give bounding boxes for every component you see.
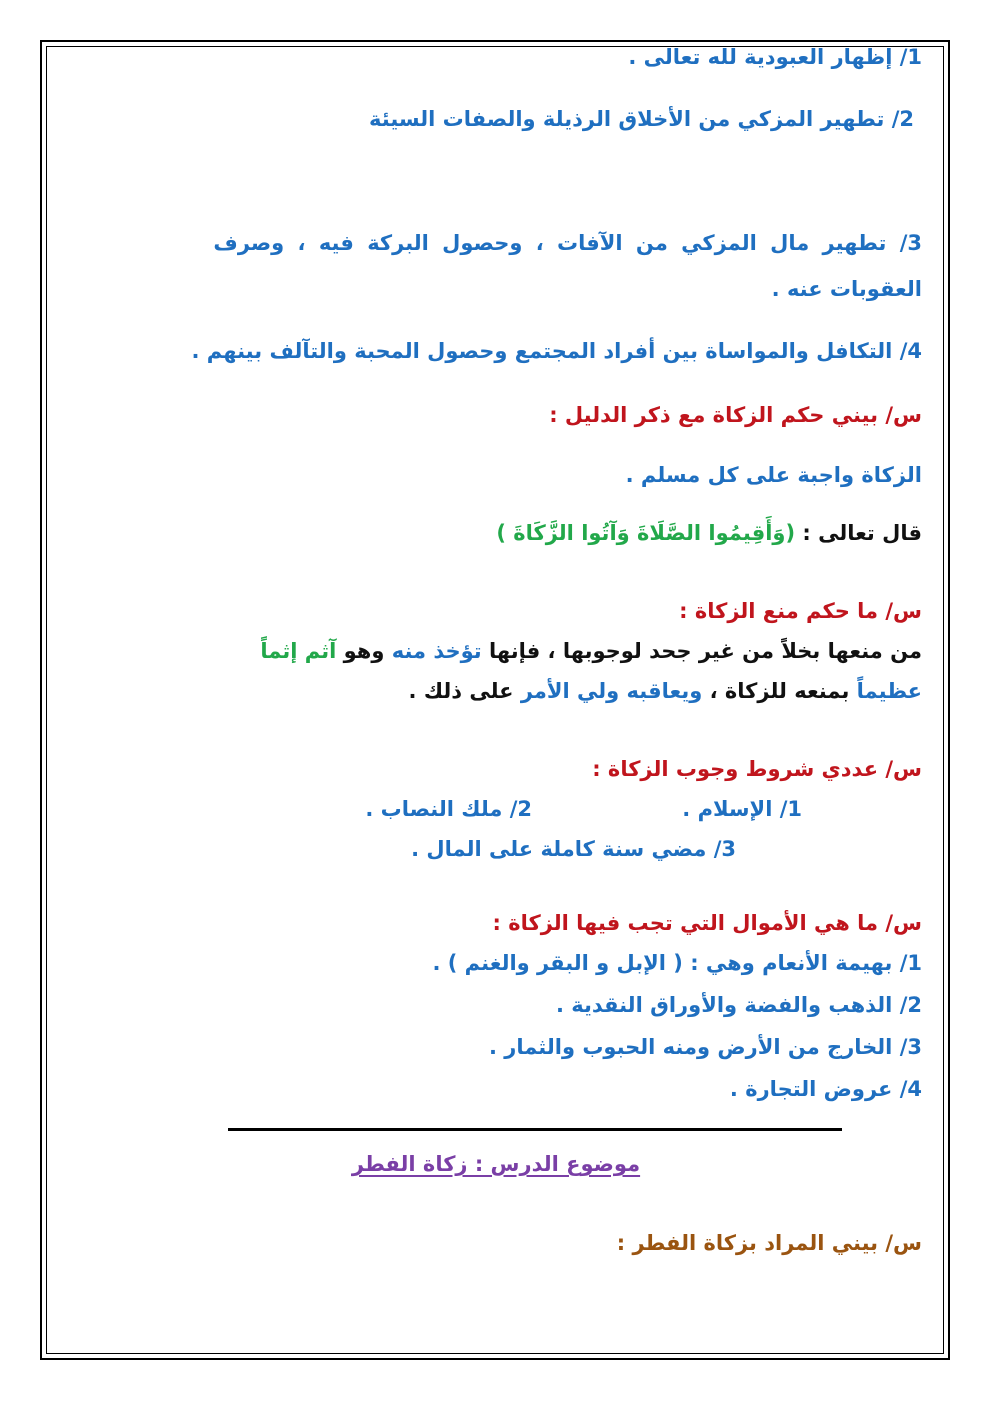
withholding-answer-line-2 xyxy=(409,678,922,704)
wealth-item-1: 1/ بهيمة الأنعام وهي : ( الإبل و البقر والغنم ) . xyxy=(432,951,922,975)
withholding-text-g: ويعاقبه ولي الأمر xyxy=(520,679,703,703)
ruling-evidence xyxy=(496,520,922,546)
withholding-text-d: آثم إثماً xyxy=(260,639,337,663)
condition-item-3: 3/ مضي سنة كاملة على المال . xyxy=(411,837,736,861)
ruling-answer: الزكاة واجبة على كل مسلم . xyxy=(625,463,922,487)
withholding-question: س/ ما حكم منع الزكاة : xyxy=(679,599,922,623)
lesson-title-text: موضوع الدرس : زكاة الفطر xyxy=(351,1152,641,1176)
wealth-item-4: 4/ عروض التجارة . xyxy=(729,1077,922,1101)
lesson-question: س/ بيني المراد بزكاة الفطر : xyxy=(616,1231,922,1255)
evidence-prefix: قال تعالى : xyxy=(795,521,922,545)
withholding-text-b: تؤخذ منه xyxy=(391,639,482,663)
wealth-item-2: 2/ الذهب والفضة والأوراق النقدية . xyxy=(555,993,922,1017)
withholding-text-f: بمنعه للزكاة ، xyxy=(702,679,857,703)
quran-verse: (وَأَقِيمُوا الصَّلَاةَ وَآتُوا الزَّكَاةَ ) xyxy=(496,521,796,545)
withholding-text-h: على ذلك . xyxy=(408,679,521,703)
withholding-answer-line-1 xyxy=(260,638,922,664)
condition-item-1: 1/ الإسلام . xyxy=(682,797,802,821)
ruling-question: س/ بيني حكم الزكاة مع ذكر الدليل : xyxy=(549,403,922,427)
section-divider xyxy=(228,1128,842,1131)
benefit-item-3-line-1: 3/ تطهير مال المزكي من الآفات ، وحصول البركة فيه ، وصرف xyxy=(213,231,922,255)
benefit-item-2: 2/ تطهير المزكي من الأخلاق الرذيلة والصفات السيئة xyxy=(369,107,914,131)
conditions-question: س/ عددي شروط وجوب الزكاة : xyxy=(592,757,922,781)
lesson-title xyxy=(0,1152,992,1176)
benefit-item-3-line-2: العقوبات عنه . xyxy=(771,277,922,301)
condition-item-2: 2/ ملك النصاب . xyxy=(365,797,532,821)
wealth-question: س/ ما هي الأموال التي تجب فيها الزكاة : xyxy=(492,911,922,935)
benefit-item-4: 4/ التكافل والمواساة بين أفراد المجتمع وحصول المحبة والتآلف بينهم . xyxy=(191,339,922,363)
withholding-text-a: من منعها بخلاً من غير جحد لوجوبها ، فإنها xyxy=(481,639,922,663)
withholding-text-e: عظيماً xyxy=(856,679,922,703)
withholding-text-c: وهو xyxy=(336,639,392,663)
wealth-item-3: 3/ الخارج من الأرض ومنه الحبوب والثمار . xyxy=(488,1035,922,1059)
benefit-item-1: 1/ إظهار العبودية لله تعالى . xyxy=(628,45,922,69)
